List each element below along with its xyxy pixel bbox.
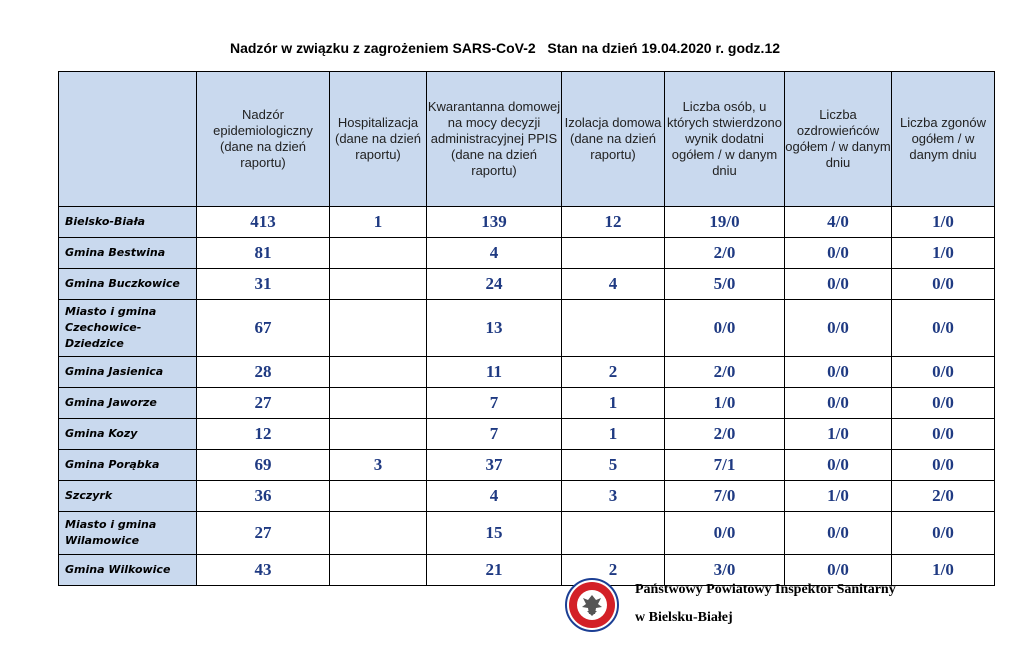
table-row (59, 512, 995, 555)
cell-nadzor: 81 (197, 238, 330, 269)
row-municipality-name: Miasto i gmina Wilamowice (59, 512, 197, 555)
cell-zgony: 0/0 (892, 419, 995, 450)
cell-ozdr: 0/0 (785, 238, 892, 269)
cell-zgony: 0/0 (892, 388, 995, 419)
cell-kwar: 4 (427, 238, 562, 269)
cell-kwar: 24 (427, 269, 562, 300)
inspector-location: w Bielsku-Białej (635, 610, 733, 625)
row-municipality-name: Gmina Kozy (59, 419, 197, 450)
cell-hosp (330, 481, 427, 512)
cell-nadzor: 67 (197, 300, 330, 357)
header-kwarantanna: Kwarantanna domowej na mocy decyzji administracyjnej PPIS (dane na dzień raportu) (427, 72, 562, 207)
table-body (59, 207, 995, 586)
cell-kwar: 139 (427, 207, 562, 238)
header-dodatni: Liczba osób, u których stwierdzono wynik dodatni ogółem / w danym dniu (665, 72, 785, 207)
cell-izol: 4 (562, 269, 665, 300)
row-municipality-name: Gmina Jaworze (59, 388, 197, 419)
cell-hosp: 1 (330, 207, 427, 238)
header-corner (59, 72, 197, 207)
cell-nadzor: 31 (197, 269, 330, 300)
cell-ozdr: 0/0 (785, 300, 892, 357)
cell-dodatni: 0/0 (665, 512, 785, 555)
cell-nadzor: 27 (197, 388, 330, 419)
cell-zgony: 0/0 (892, 450, 995, 481)
cell-dodatni: 2/0 (665, 238, 785, 269)
cell-izol: 1 (562, 419, 665, 450)
cell-zgony: 1/0 (892, 207, 995, 238)
cell-ozdr: 0/0 (785, 388, 892, 419)
cell-dodatni: 1/0 (665, 388, 785, 419)
cell-dodatni: 2/0 (665, 357, 785, 388)
cell-nadzor: 28 (197, 357, 330, 388)
row-municipality-name: Gmina Bestwina (59, 238, 197, 269)
document-title: Nadzór w związku z zagrożeniem SARS-CoV-2 Stan na dzień 19.04.2020 r. godz.12 (229, 40, 781, 56)
cell-ozdr: 1/0 (785, 419, 892, 450)
cell-ozdr: 0/0 (785, 512, 892, 555)
cell-hosp (330, 357, 427, 388)
cell-dodatni: 3/0 (665, 555, 785, 586)
table-row (59, 388, 995, 419)
table-row (59, 300, 995, 357)
cell-izol: 12 (562, 207, 665, 238)
cell-dodatni: 7/0 (665, 481, 785, 512)
table-row (59, 207, 995, 238)
cell-hosp (330, 300, 427, 357)
row-municipality-name: Bielsko-Biała (59, 207, 197, 238)
cell-hosp (330, 512, 427, 555)
cell-kwar: 7 (427, 388, 562, 419)
cell-dodatni: 5/0 (665, 269, 785, 300)
cell-nadzor: 36 (197, 481, 330, 512)
cell-dodatni: 2/0 (665, 419, 785, 450)
cell-dodatni: 19/0 (665, 207, 785, 238)
cell-nadzor: 69 (197, 450, 330, 481)
cell-izol: 2 (562, 555, 665, 586)
table-row (59, 419, 995, 450)
cell-nadzor: 43 (197, 555, 330, 586)
cell-zgony: 0/0 (892, 357, 995, 388)
cell-ozdr: 1/0 (785, 481, 892, 512)
table-row (59, 357, 995, 388)
header-nadzor: Nadzór epidemiologiczny (dane na dzień raportu) (197, 72, 330, 207)
cell-izol (562, 512, 665, 555)
header-hospitalizacja: Hospitalizacja (dane na dzień raportu) (330, 72, 427, 207)
cell-hosp: 3 (330, 450, 427, 481)
cell-kwar: 11 (427, 357, 562, 388)
surveillance-table (58, 71, 995, 586)
table-row (59, 269, 995, 300)
cell-zgony: 0/0 (892, 269, 995, 300)
cell-izol: 1 (562, 388, 665, 419)
header-izolacja: Izolacja domowa (dane na dzień raportu) (562, 72, 665, 207)
cell-kwar: 7 (427, 419, 562, 450)
cell-izol: 5 (562, 450, 665, 481)
cell-zgony: 0/0 (892, 512, 995, 555)
signature-block (565, 576, 985, 636)
cell-hosp (330, 419, 427, 450)
cell-zgony: 1/0 (892, 238, 995, 269)
table-row (59, 238, 995, 269)
table-row (59, 481, 995, 512)
row-municipality-name: Szczyrk (59, 481, 197, 512)
row-municipality-name: Gmina Buczkowice (59, 269, 197, 300)
sanitary-inspection-seal-icon (565, 578, 619, 632)
cell-ozdr: 4/0 (785, 207, 892, 238)
cell-dodatni: 7/1 (665, 450, 785, 481)
cell-ozdr: 0/0 (785, 450, 892, 481)
row-municipality-name: Gmina Porąbka (59, 450, 197, 481)
cell-ozdr: 0/0 (785, 269, 892, 300)
header-ozdrowiency: Liczba ozdrowieńców ogółem / w danym dniu (785, 72, 892, 207)
cell-nadzor: 413 (197, 207, 330, 238)
cell-hosp (330, 388, 427, 419)
row-municipality-name: Gmina Wilkowice (59, 555, 197, 586)
cell-ozdr: 0/0 (785, 555, 892, 586)
cell-izol: 3 (562, 481, 665, 512)
cell-kwar: 37 (427, 450, 562, 481)
cell-nadzor: 27 (197, 512, 330, 555)
cell-zgony: 2/0 (892, 481, 995, 512)
header-zgony: Liczba zgonów ogółem / w danym dniu (892, 72, 995, 207)
cell-zgony: 0/0 (892, 300, 995, 357)
row-municipality-name: Miasto i gmina Czechowice-Dziedzice (59, 300, 197, 357)
table-row (59, 450, 995, 481)
row-municipality-name: Gmina Jasienica (59, 357, 197, 388)
cell-hosp (330, 269, 427, 300)
cell-kwar: 15 (427, 512, 562, 555)
cell-zgony: 1/0 (892, 555, 995, 586)
cell-hosp (330, 238, 427, 269)
cell-kwar: 4 (427, 481, 562, 512)
cell-izol: 2 (562, 357, 665, 388)
header-row (59, 72, 995, 207)
inspector-title: Państwowy Powiatowy Inspektor Sanitarny (635, 582, 896, 597)
cell-kwar: 21 (427, 555, 562, 586)
cell-kwar: 13 (427, 300, 562, 357)
cell-izol (562, 238, 665, 269)
cell-nadzor: 12 (197, 419, 330, 450)
cell-izol (562, 300, 665, 357)
cell-hosp (330, 555, 427, 586)
cell-dodatni: 0/0 (665, 300, 785, 357)
cell-ozdr: 0/0 (785, 357, 892, 388)
